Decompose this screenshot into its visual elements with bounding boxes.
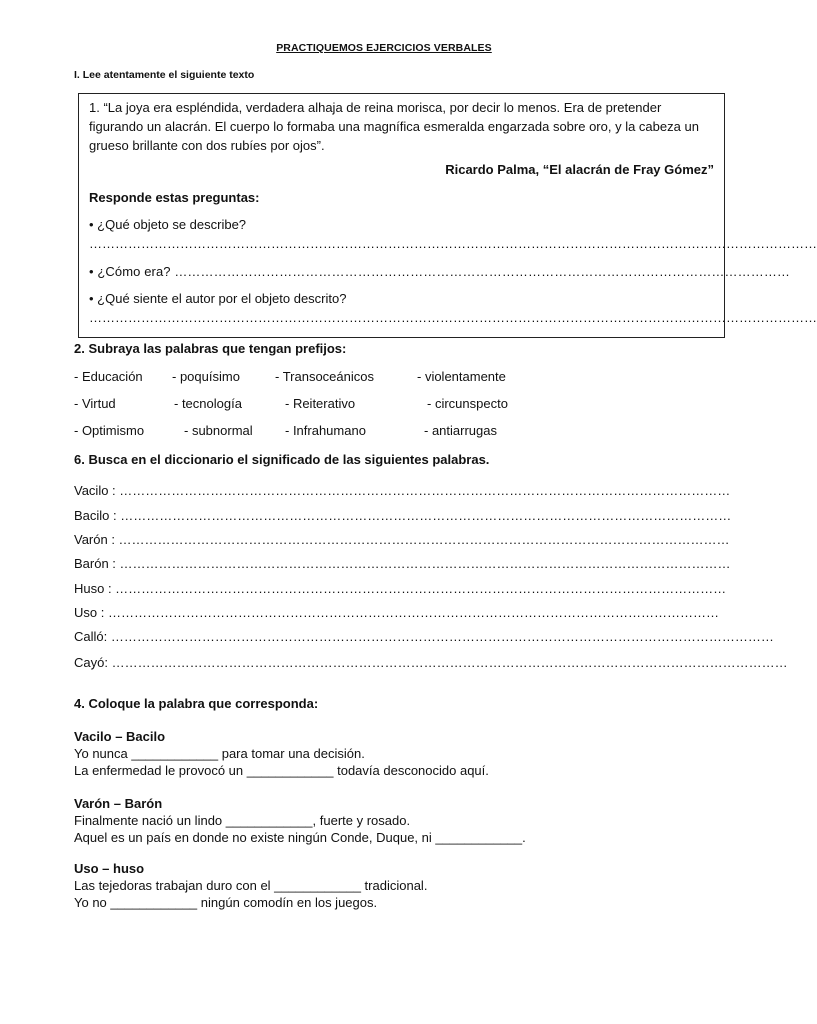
fill-sentence[interactable]: Finalmente nació un lindo ____________, fuerte y rosado. (74, 813, 411, 829)
prefix-word[interactable]: - Optimismo (74, 423, 145, 438)
question-1: • ¿Qué objeto se describe? (89, 217, 247, 233)
pair-group-vacilo-bacilo (74, 728, 674, 779)
fill-sentence[interactable]: La enfermedad le provocó un ____________ todavía desconocido aquí. (74, 763, 489, 779)
prefix-word[interactable]: - subnormal (184, 423, 253, 438)
answer-line-3[interactable]: …………………………………………………………………………………………………………………………………………………… (89, 309, 817, 325)
definition-line-vacilo[interactable]: Vacilo : …………………………………………………………………………………………………………………………… (74, 483, 731, 498)
page-title: PRACTIQUEMOS EJERCICIOS VERBALES (276, 42, 492, 54)
questions-heading: Responde estas preguntas: (89, 190, 260, 206)
definition-line-cayo[interactable]: Cayó: ………………………………………………………………………………………………………………………………………… (74, 655, 788, 670)
prefix-word[interactable]: - violentamente (417, 369, 506, 384)
prefix-row-1 (74, 368, 634, 386)
prefix-word[interactable]: - Infrahumano (285, 423, 366, 438)
question-3: • ¿Qué siente el autor por el objeto descrito? (89, 290, 347, 306)
prefix-row-2 (74, 395, 634, 413)
definition-line-huso[interactable]: Huso : …………………………………………………………………………………………………………………………… (74, 581, 727, 596)
section1-heading: I. Lee atentamente el siguiente texto (74, 69, 255, 81)
pair-title: Uso – huso (74, 861, 145, 876)
prefix-word[interactable]: - tecnología (174, 396, 242, 411)
definition-line-varon[interactable]: Varón : …………………………………………………………………………………………………………………………… (74, 532, 730, 547)
fill-sentence[interactable]: Yo no ____________ ningún comodín en los juegos. (74, 895, 378, 911)
definition-line-callo[interactable]: Calló: ……………………………………………………………………………………………………………………………………… (74, 629, 774, 644)
section2-heading: 2. Subraya las palabras que tengan prefijos: (74, 341, 347, 356)
pair-title: Varón – Barón (74, 796, 163, 811)
section6-heading: 6. Busca en el diccionario el significado de las siguientes palabras. (74, 452, 490, 467)
prefix-word[interactable]: - antiarrugas (424, 423, 497, 438)
reading-box (78, 93, 817, 338)
prefix-word[interactable]: - poquísimo (172, 369, 240, 384)
definition-line-baron[interactable]: Barón : …………………………………………………………………………………………………………………………… (74, 556, 731, 571)
section4-heading: 4. Coloque la palabra que corresponda: (74, 696, 319, 711)
quote-text: 1. “La joya era espléndida, verdadera alhaja de reina morisca, por decir lo menos. Era de pretender figurando un alacrán. El cuerpo lo formaba una magnífica esmeralda engarzada sobre oro, y la cabeza un grueso brillante con dos rubíes por ojos”. (89, 100, 699, 153)
fill-sentence[interactable]: Las tejedoras trabajan duro con el ____________ tradicional. (74, 878, 428, 894)
prefix-word[interactable]: - Transoceánicos (275, 369, 374, 384)
answer-line-1[interactable]: …………………………………………………………………………………………………………………………………………………… (89, 236, 817, 252)
prefix-word[interactable]: - Reiterativo (285, 396, 356, 411)
pair-title: Vacilo – Bacilo (74, 729, 166, 744)
fill-sentence[interactable]: Aquel es un país en donde no existe ningún Conde, Duque, ni ____________. (74, 830, 526, 846)
pair-group-varon-baron (74, 795, 674, 846)
quote-author: Ricardo Palma, “El alacrán de Fray Gómez” (445, 162, 714, 177)
prefix-row-3 (74, 422, 634, 440)
question-2[interactable]: • ¿Cómo era? …………………………………………………………………………………………………………………………… (89, 263, 791, 279)
definition-line-bacilo[interactable]: Bacilo : …………………………………………………………………………………………………………………………… (74, 508, 732, 523)
prefix-word[interactable]: - Virtud (74, 396, 116, 411)
definition-line-uso[interactable]: Uso : …………………………………………………………………………………………………………………………… (74, 605, 719, 620)
prefix-word[interactable]: - Educación (74, 369, 143, 384)
pair-group-uso-huso (74, 860, 674, 911)
fill-sentence[interactable]: Yo nunca ____________ para tomar una decisión. (74, 746, 365, 762)
prefix-word[interactable]: - circunspecto (427, 396, 508, 411)
